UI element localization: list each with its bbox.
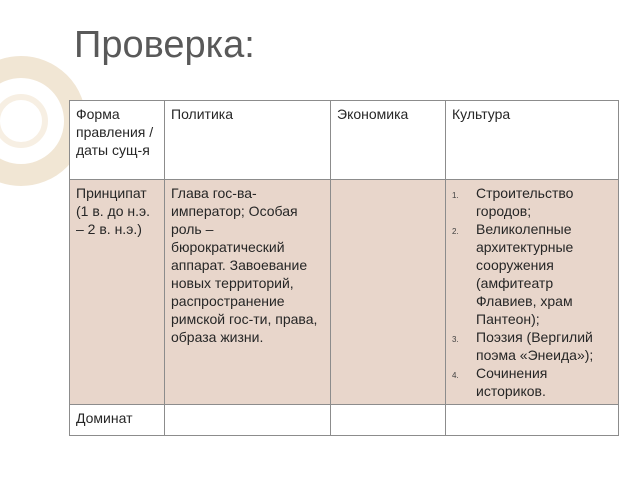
table-header-row [70, 101, 619, 180]
cell-culture [446, 405, 619, 436]
list-item [452, 184, 612, 220]
cell-politics: Глава гос-ва- император; Особая роль – бюрократический аппарат. Завоевание новых территорий, распространение римской гос-ти, права, образа жизни. [165, 180, 331, 405]
cell-politics [165, 405, 331, 436]
cell-economy [331, 180, 446, 405]
header-economy: Экономика [331, 101, 446, 180]
culture-list [452, 184, 612, 400]
header-culture: Культура [446, 101, 619, 180]
list-item [452, 328, 612, 364]
list-number: 3. [452, 335, 459, 344]
list-text: Великолепные архитектурные сооружения (амфитеатр Флавиев, храм Пантеон); [476, 221, 574, 327]
list-item [452, 364, 612, 400]
table-row [70, 405, 619, 436]
list-text: Сочинения историков. [476, 365, 548, 399]
header-form: Форма правления /даты сущ-я [70, 101, 165, 180]
page-title: Проверка: [74, 24, 255, 66]
list-number: 1. [452, 191, 459, 200]
table-row [70, 180, 619, 405]
cell-economy [331, 405, 446, 436]
cell-form: Доминат [70, 405, 165, 436]
list-text: Строительство городов; [476, 185, 574, 219]
cell-form: Принципат (1 в. до н.э. – 2 в. н.э.) [70, 180, 165, 405]
list-item [452, 220, 612, 328]
header-politics: Политика [165, 101, 331, 180]
cell-culture [446, 180, 619, 405]
list-number: 4. [452, 371, 459, 380]
list-text: Поэзия (Вергилий поэма «Энеида»); [476, 329, 594, 363]
list-number: 2. [452, 227, 459, 236]
comparison-table [69, 100, 619, 436]
